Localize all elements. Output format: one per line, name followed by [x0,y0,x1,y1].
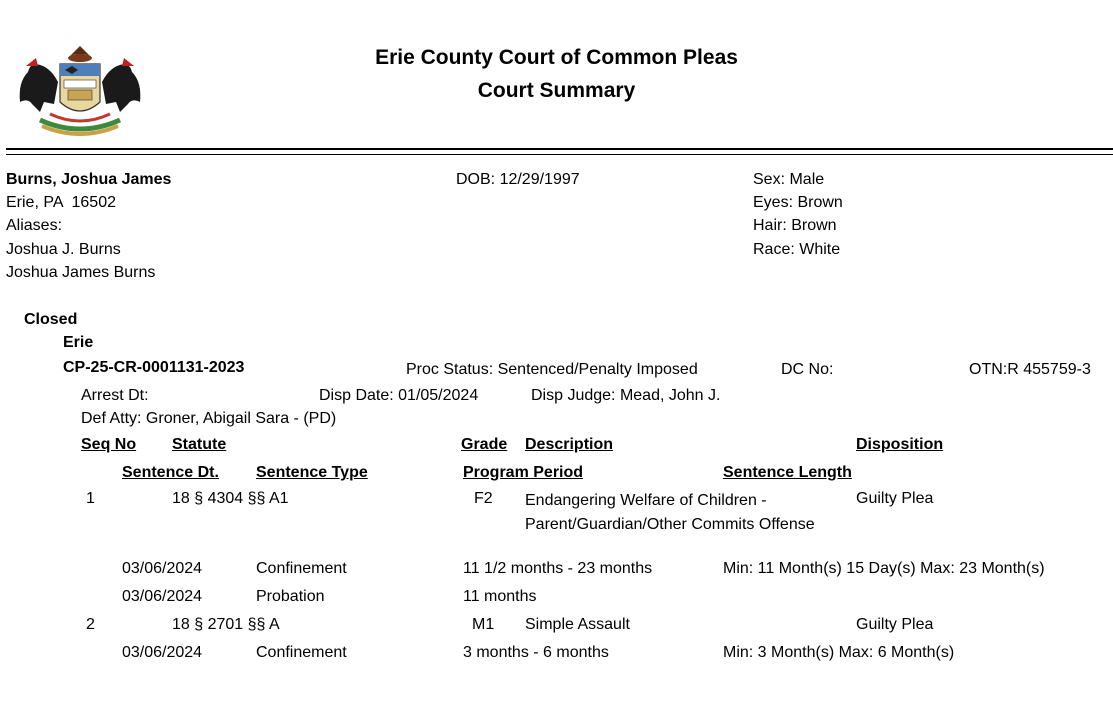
sentence-type: Confinement [256,644,347,661]
col-description: Description [525,436,614,453]
charge-disposition: Guilty Plea [856,616,934,633]
alias-item: Joshua J. Burns [6,241,121,258]
col-grade: Grade [461,436,508,453]
docket-number: CP-25-CR-0001131-2023 [63,359,245,376]
proc-status: Proc Status: Sentenced/Penalty Imposed [406,361,698,378]
col-seq-no: Seq No [81,436,137,453]
disposition-date: Disp Date: 01/05/2024 [319,387,479,404]
defense-attorney: Def Atty: Groner, Abigail Sara - (PD) [81,410,337,427]
charge-statute: 18 § 2701 §§ A [172,616,280,633]
sentence-program-period: 11 months [463,588,537,605]
charge-seq: 1 [86,490,95,507]
col-sentence-type: Sentence Type [256,464,368,481]
sentence-type: Confinement [256,560,347,577]
hair: Hair: Brown [753,217,837,234]
sentence-date: 03/06/2024 [122,588,203,605]
race: Race: White [753,241,841,258]
defendant-name: Burns, Joshua James [6,171,172,188]
disposition-judge: Disp Judge: Mead, John J. [531,387,721,404]
dob: DOB: 12/29/1997 [456,171,580,188]
sentence-type: Probation [256,588,325,605]
charge-grade: M1 [472,616,495,633]
sentence-length: Min: 11 Month(s) 15 Day(s) Max: 23 Month(s) [723,560,1045,577]
header-divider-top [6,148,1113,150]
col-sentence-length: Sentence Length [723,464,852,481]
defendant-address: Erie, PA 16502 [6,194,116,211]
charge-description: Endangering Welfare of Children - Parent/Guardian/Other Commits Offense [525,492,815,533]
col-sentence-date: Sentence Dt. [122,464,219,481]
report-title: Court Summary [477,79,636,102]
eyes: Eyes: Brown [753,194,843,211]
sex: Sex: Male [753,171,825,188]
court-name: Erie County Court of Common Pleas [375,46,738,69]
arrest-date: Arrest Dt: [81,387,149,404]
alias-item: Joshua James Burns [6,264,156,281]
charge-description: Simple Assault [525,616,630,633]
county-heading: Erie [63,334,94,351]
sentence-date: 03/06/2024 [122,560,203,577]
charge-seq: 2 [86,616,95,633]
case-status-heading: Closed [24,311,78,328]
sentence-program-period: 3 months - 6 months [463,644,609,661]
otn-number: OTN:R 455759-3 [969,361,1091,378]
sentence-program-period: 11 1/2 months - 23 months [463,560,653,577]
sentence-date: 03/06/2024 [122,644,203,661]
col-program-period: Program Period [463,464,584,481]
col-disposition: Disposition [856,436,944,453]
dc-number: DC No: [781,361,834,378]
sentence-length: Min: 3 Month(s) Max: 6 Month(s) [723,644,955,661]
aliases-label: Aliases: [6,217,63,234]
charge-grade: F2 [474,490,493,507]
col-statute: Statute [172,436,227,453]
header-divider-bottom [6,154,1113,155]
charge-disposition: Guilty Plea [856,490,934,507]
charge-statute: 18 § 4304 §§ A1 [172,490,289,507]
